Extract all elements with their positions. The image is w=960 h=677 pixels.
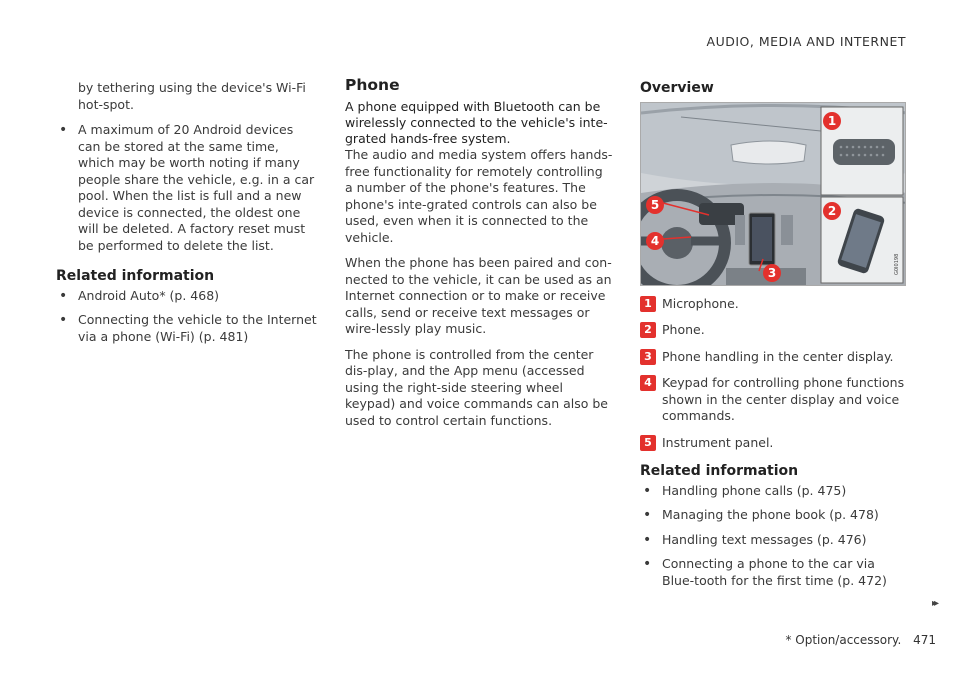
related-links xyxy=(56,288,318,346)
callout-item xyxy=(640,296,908,313)
column-1 xyxy=(56,80,318,353)
callout-marker-3-label: 3 xyxy=(767,265,777,280)
page-header: AUDIO, MEDIA AND INTERNET xyxy=(706,34,906,49)
overview-heading: Overview xyxy=(640,80,714,96)
callout-text: Microphone. xyxy=(662,295,739,311)
lead-paragraph: A phone equipped with Bluetooth can be wirelessly connected to the vehicle's inte-grated hands-free system. xyxy=(345,99,608,146)
callout-text: Keypad for controlling phone functions shown in the center display and voice commands. xyxy=(662,375,905,423)
callout-item xyxy=(640,322,908,339)
callout-marker-2-label: 2 xyxy=(827,203,837,218)
callout-number: 5 xyxy=(640,435,656,451)
callout-marker-5-label: 5 xyxy=(650,197,660,212)
related-link[interactable]: • Handling text messages (p. 476) xyxy=(640,532,908,549)
callout-marker-4-label: 4 xyxy=(650,233,660,248)
related-link[interactable]: • Connecting a phone to the car via Blue-tooth for the first time (p. 472) xyxy=(640,556,908,589)
bullet-list xyxy=(56,122,318,254)
related-information-heading: Related information xyxy=(640,463,799,479)
related-links xyxy=(640,483,908,590)
related-information-heading: Related information xyxy=(56,268,215,284)
section-heading-phone: Phone xyxy=(345,76,400,94)
body-paragraph: The phone is controlled from the center dis-play, and the App menu (accessed using the right-side steering wheel keypad) and voice commands can also be used to control certain functions. xyxy=(345,346,609,428)
column-2 xyxy=(345,76,613,438)
list-item: • A maximum of 20 Android devices can be stored at the same time, which may be worth noting if many people share the vehicle, e.g. in a car pool. When the list is full and a new device is connected, the oldest one will be deleted. A factory reset must be performed to delete the list. xyxy=(56,122,318,254)
related-link[interactable]: • Managing the phone book (p. 478) xyxy=(640,507,908,524)
callout-marker-1-label: 1 xyxy=(827,113,837,128)
figure-code: G0I0198 xyxy=(894,253,900,275)
footnote: * Option/accessory. xyxy=(785,633,902,647)
car-interior-drawing xyxy=(641,103,906,286)
page-number: 471 xyxy=(913,633,936,647)
callout-number: 4 xyxy=(640,375,656,391)
body-paragraph: When the phone has been paired and con-nected to the vehicle, it can be used as an Internet connection or to make or receive calls, send or receive text messages or wire-lessly play music. xyxy=(345,255,612,336)
callout-text: Phone handling in the center display. xyxy=(662,348,894,364)
callout-number: 2 xyxy=(640,322,656,338)
callout-text: Phone. xyxy=(662,322,705,337)
callout-item xyxy=(640,375,908,425)
body-paragraph: The audio and media system offers hands-free functionality for remotely controlling a number of the phone's features. The phone's inte-grated controls can also be used, even when it is connected to the vehicle. xyxy=(345,147,613,245)
callout-number: 1 xyxy=(640,296,656,312)
car-interior-illustration xyxy=(640,102,906,286)
callout-item xyxy=(640,349,908,366)
callout-item xyxy=(640,435,908,452)
related-link[interactable]: • Connecting the vehicle to the Internet via a phone (Wi-Fi) (p. 481) xyxy=(56,312,318,345)
callout-number: 3 xyxy=(640,349,656,365)
related-link[interactable]: • Handling phone calls (p. 475) xyxy=(640,483,908,500)
related-link[interactable]: • Android Auto* (p. 468) xyxy=(56,288,318,305)
paragraph-continued: by tethering using the device's Wi-Fi hot-spot. xyxy=(78,80,306,112)
column-3 xyxy=(640,80,908,597)
page-footer xyxy=(785,633,936,647)
callout-text: Instrument panel. xyxy=(662,434,774,450)
continue-arrow-icon: ▸▸ xyxy=(931,598,936,609)
